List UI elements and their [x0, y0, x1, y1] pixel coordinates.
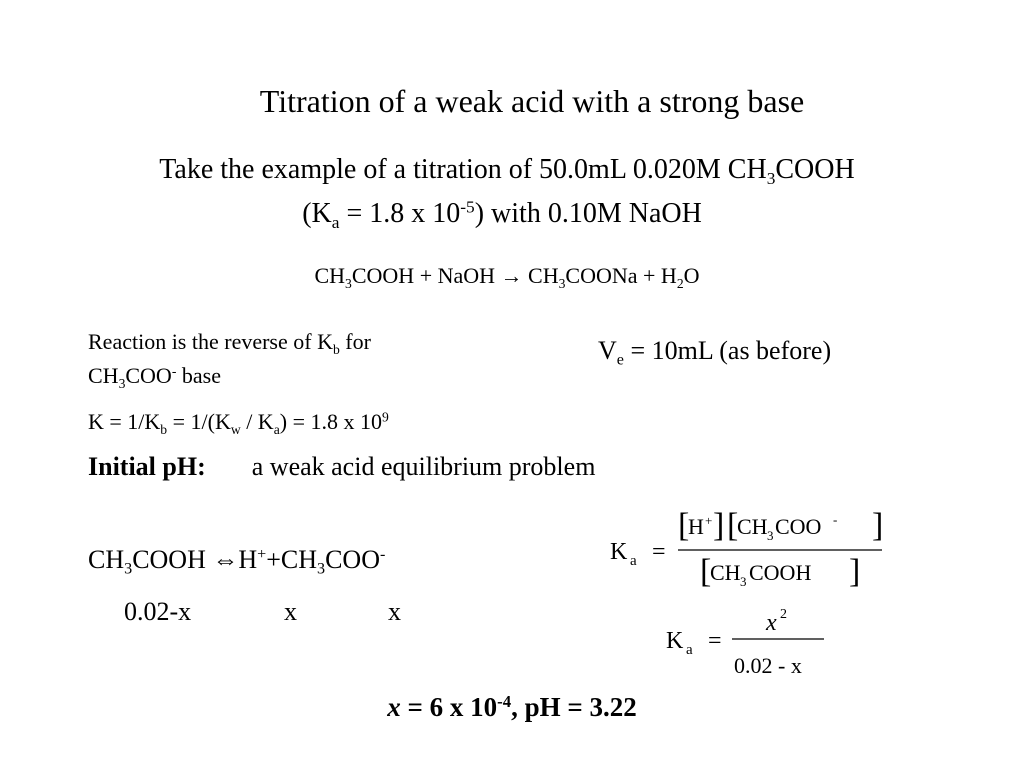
ka-sub: a [630, 553, 637, 569]
den-3: 3 [740, 574, 747, 589]
initial-ph-label: Initial pH: [88, 452, 206, 481]
num-plus: + [705, 513, 713, 528]
result-line: x = 6 x $10^{-4}$, pH = 3.22 [387, 691, 637, 722]
ka-simplified [662, 606, 862, 686]
bracket-right-2: ] [872, 507, 884, 544]
bracket-left: [ [678, 507, 690, 544]
num-minus: - [833, 512, 838, 527]
bracket-left-3: [ [700, 553, 712, 590]
double-arrow-icon: ⇔ [212, 545, 239, 574]
k-formula: $K = 1/K_b = 1/(K_w / K_a) = 1.8$ x $10^9$ [88, 409, 389, 437]
bracket-right: ] [713, 507, 725, 544]
neutralization-equation: $CH_3COOH$ + NaOH → $CH_3COONa + H_2O$ [314, 263, 700, 291]
ice-concentrations [124, 597, 401, 627]
num-coo: COO [775, 514, 822, 539]
arrow-right-icon: → [500, 263, 523, 288]
ka-k: K [610, 539, 628, 565]
ka2-den: 0.02 - x [734, 653, 802, 678]
ka2-sub: a [686, 642, 693, 658]
intro-line-2: ($K_a = 1.8$ x $10^{-5}$) with 0.10M NaOH [302, 197, 702, 233]
initial-ph-line [88, 452, 595, 482]
ka-equals: = [652, 539, 666, 565]
intro-line-1: Take the example of a titration of 50.0mL 0.020M $CH_3COOH$ [159, 154, 855, 189]
conc-h: x [284, 597, 297, 626]
num-ch: CH [737, 514, 768, 539]
den-ch: CH [710, 560, 741, 585]
den-cooh: COOH [749, 560, 812, 585]
conc-acid: 0.02-x [124, 597, 192, 626]
bracket-right-3: ] [849, 553, 861, 590]
ka2-k: K [666, 628, 684, 654]
num-h: H [688, 514, 704, 539]
ka2-x: x [766, 610, 777, 636]
slide-title: Titration of a weak acid with a strong base [259, 83, 805, 119]
reaction-note: Reaction is the reverse of $K_b$ for $CH_3COO^-$ base [88, 329, 371, 391]
equilibrium-equation: $CH_3COOH$ $\Leftrightarrow H^++CH_3COO^-$ [88, 545, 386, 578]
conc-acetate: x [388, 597, 401, 626]
num-3: 3 [767, 528, 774, 543]
ka2-equals: = [708, 628, 722, 654]
ka2-exp: 2 [780, 607, 787, 622]
ka-expression [606, 502, 906, 592]
equivalence-volume: $V_e = 10mL$ (as before) [598, 336, 832, 369]
initial-ph-text: a weak acid equilibrium problem [251, 452, 596, 481]
bracket-left-2: [ [727, 507, 739, 544]
